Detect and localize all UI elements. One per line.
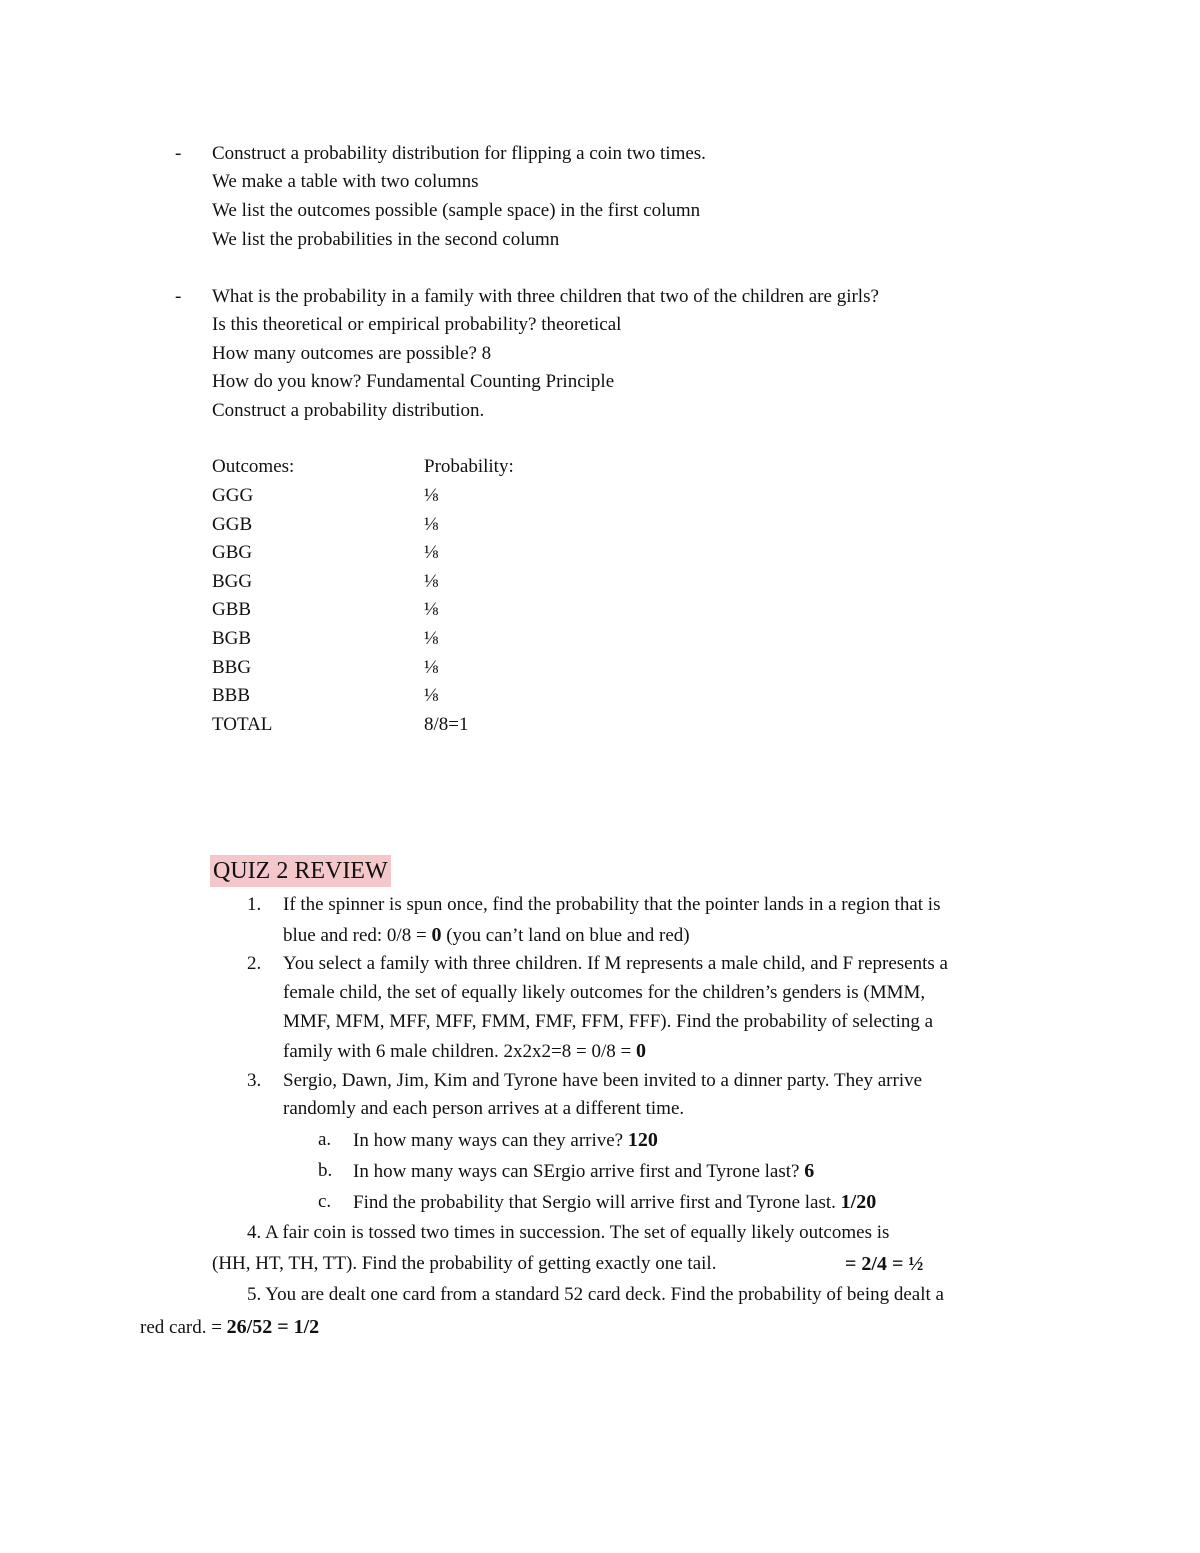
text-line: What is the probability in a family with three children that two of the children are girls?	[212, 286, 879, 307]
sub-letter: b.	[318, 1160, 333, 1181]
bullet-dash: -	[175, 286, 182, 307]
sub-question: Find the probability that Sergio will arrive first and Tyrone last. 1/20	[353, 1191, 877, 1213]
question-text: randomly and each person arrives at a different time.	[283, 1098, 685, 1119]
table-cell-outcome: BGG	[212, 571, 253, 592]
table-cell-probability: ⅛	[424, 571, 439, 592]
table-cell-outcome: GBG	[212, 542, 253, 563]
question-text: female child, the set of equally likely outcomes for the children’s genders is (MMM,	[283, 982, 926, 1003]
sub-letter: a.	[318, 1129, 332, 1150]
table-cell-outcome: GGB	[212, 514, 253, 535]
answer: 0	[635, 1040, 646, 1062]
question-text: If the spinner is spun once, find the probability that the pointer lands in a region that is	[283, 894, 941, 915]
answer: 1/20	[840, 1191, 877, 1213]
question-text: 5. You are dealt one card from a standard 52 card deck. Find the probability of being dealt a	[247, 1284, 944, 1305]
question-text: You select a family with three children. If M represents a male child, and F represents a	[283, 953, 948, 974]
sub-question: In how many ways can SErgio arrive first and Tyrone last? 6	[353, 1160, 815, 1182]
text-line: Construct a probability distribution.	[212, 400, 485, 421]
question-text: family with 6 male children. 2x2x2=8 = 0/8 = 0	[283, 1040, 646, 1062]
question-text: Sergio, Dawn, Jim, Kim and Tyrone have been invited to a dinner party. They arrive	[283, 1070, 923, 1091]
sub-letter: c.	[318, 1191, 332, 1212]
table-cell-outcome: BGB	[212, 628, 252, 649]
text-line: We list the outcomes possible (sample space) in the first column	[212, 200, 701, 221]
table-cell-probability: ⅛	[424, 514, 439, 535]
answer: = 2/4 = ½	[845, 1253, 924, 1275]
bullet-dash: -	[175, 143, 182, 164]
text-line: Is this theoretical or empirical probability? theoretical	[212, 314, 622, 335]
question-text: 4. A fair coin is tossed two times in succession. The set of equally likely outcomes is	[247, 1222, 890, 1243]
question-number: 1.	[247, 894, 262, 915]
quiz-title: QUIZ 2 REVIEW	[210, 855, 391, 887]
table-cell-probability: ⅛	[424, 485, 439, 506]
table-cell-probability: ⅛	[424, 685, 439, 706]
table-cell-probability: ⅛	[424, 628, 439, 649]
text-line: We make a table with two columns	[212, 171, 479, 192]
question-text: MMF, MFM, MFF, MFF, FMM, FMF, FFM, FFF). Find the probability of selecting a	[283, 1011, 934, 1032]
question-text: red card. = 26/52 = 1/2	[140, 1316, 320, 1338]
table-cell-outcome: GBB	[212, 599, 252, 620]
text-line: We list the probabilities in the second column	[212, 229, 560, 250]
answer: 6	[804, 1160, 815, 1182]
table-header-outcomes: Outcomes:	[212, 456, 295, 477]
text-line: Construct a probability distribution for flipping a coin two times.	[212, 143, 706, 164]
question-text: (HH, HT, TH, TT). Find the probability of getting exactly one tail.	[212, 1253, 717, 1274]
sub-question: In how many ways can they arrive? 120	[353, 1129, 658, 1151]
question-text: blue and red: 0/8 = 0 (you can’t land on blue and red)	[283, 924, 690, 946]
table-cell-probability: ⅛	[424, 542, 439, 563]
table-cell-probability: 8/8=1	[424, 714, 469, 735]
text-line: How do you know? Fundamental Counting Principle	[212, 371, 615, 392]
answer: 120	[627, 1129, 658, 1151]
question-number: 2.	[247, 953, 262, 974]
table-cell-outcome: BBB	[212, 685, 251, 706]
table-header-probability: Probability:	[424, 456, 514, 477]
answer: 26/52 = 1/2	[226, 1316, 320, 1338]
question-number: 3.	[247, 1070, 262, 1091]
table-cell-outcome: BBG	[212, 657, 252, 678]
table-cell-outcome: TOTAL	[212, 714, 273, 735]
table-cell-probability: ⅛	[424, 599, 439, 620]
text-line: How many outcomes are possible? 8	[212, 343, 492, 364]
table-cell-outcome: GGG	[212, 485, 254, 506]
table-cell-probability: ⅛	[424, 657, 439, 678]
answer: 0	[431, 924, 442, 946]
